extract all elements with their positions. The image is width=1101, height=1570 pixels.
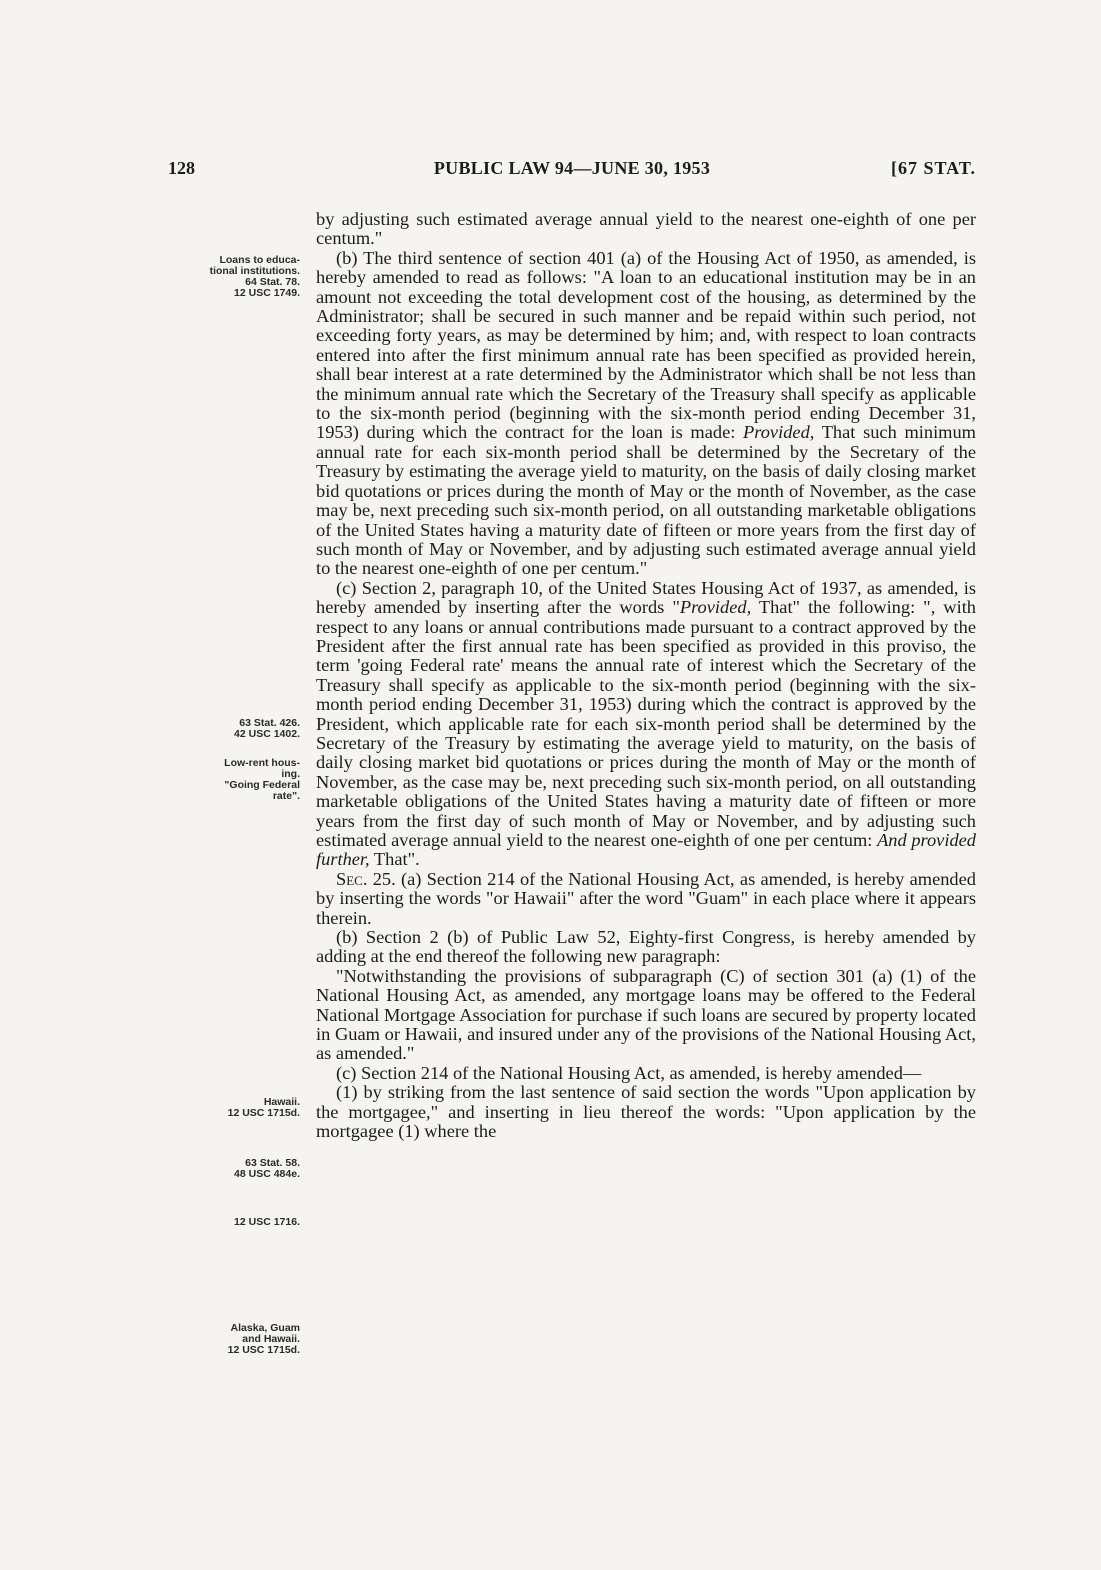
margin-note-line: 42 USC 1402. <box>234 728 300 740</box>
margin-note-63-stat-426 <box>160 718 300 740</box>
margin-note-line: ing. <box>281 768 300 780</box>
paragraph-sec-25 <box>316 870 976 928</box>
section-label: Sec. <box>336 868 368 889</box>
margin-note-63-stat-58 <box>160 1158 300 1180</box>
paragraph-text: 25. (a) Section 214 of the National Housing Act, as amended, is hereby amended by inserting the words "or Hawaii" after the word "Guam" in each place where it appears therein. <box>316 868 976 928</box>
paragraph-quoted-amendment: "Notwithstanding the provisions of subparagraph (C) of section 301 (a) (1) of the National Housing Act, as amended, any mortgage loans may be offered to the Federal National Mortgage Association for purchase if such loans are secured by property located in Guam or Hawaii, and insured under any of the provisions of the National Housing Act, as amended." <box>316 965 976 1064</box>
paragraph-text: (c) Section 2, paragraph 10, of the United States Housing Act of 1937, as amended, is hereby amended by inserting after the words " <box>316 577 976 618</box>
margin-note-line: tional institutions. <box>209 265 300 277</box>
paragraph-text: That". <box>373 849 420 870</box>
margin-note-alaska-guam-hawaii <box>160 1323 300 1356</box>
proviso-italic: Provided, <box>743 422 815 443</box>
paragraph-text: (b) The third sentence of section 401 (a) of the Housing Act of 1950, as amended, is hereby amended to read as follows: "A loan to an educational institution may be in an amount not exceeding the total development cost of the housing, as determined by the Administrator; shall be secured in such manner and be repaid within such period, not exceeding forty years, as may be determined by him; and, with respect to loan contracts entered into after the first minimum annual rate has been specified as provided herein, shall bear interest at a rate determined by the Administrator which shall be not less than the minimum annual rate which the Secretary of the Treasury shall specify as applicable to the six-month period (beginning with the six-month period ending December 31, 1953) during which the contract for the loan is made: <box>316 247 976 443</box>
margin-note-low-rent-housing <box>160 758 300 802</box>
paragraph-sec-25-b: (b) Section 2 (b) of Public Law 52, Eighty-first Congress, is hereby amended by adding at the end thereof the following new paragraph: <box>316 927 976 967</box>
margin-note-line: Low-rent hous- <box>224 757 300 769</box>
margin-note-line: and Hawaii. <box>242 1333 300 1345</box>
paragraph-sec-25-c: (c) Section 214 of the National Housing Act, as amended, is hereby amended— <box>336 1062 922 1083</box>
margin-note-line: 12 USC 1715d. <box>227 1107 300 1119</box>
paragraph-text: That" the following: ", with respect to any loans or annual contributions made pursuant to a contract approved by the President after the first annual rate has been specified as provided in this proviso, the term 'going Federal rate' means the annual rate of interest which the Secretary of the Treasury shall specify as applicable to the six-month period (beginning with the six-month period ending December 31, 1953) during which the contract is approved by the President, which applicable rate for each six-month period shall be determined by the Secretary of the Treasury by estimating the average yield to maturity, on the basis of daily closing market bid quotations or prices during the month of May or the month of November, as the case may be, next preceding such six-month period, on all outstanding marketable obligations of the United States having a maturity date of fifteen or more years from the first day of such month of May or November, and by adjusting such estimated average annual yield to the nearest one-eighth of one per centum: <box>316 597 976 850</box>
margin-note-line: "Going Federal <box>224 779 300 791</box>
margin-note-line: 12 USC 1749. <box>234 287 300 299</box>
paragraph-section-c <box>316 579 976 870</box>
margin-note-line: 63 Stat. 426. <box>239 717 300 729</box>
margin-note-line: rate". <box>272 790 300 802</box>
margin-note-line: Alaska, Guam <box>230 1322 300 1334</box>
volume-reference: [67 STAT. <box>890 158 976 178</box>
margin-note-line: 12 USC 1715d. <box>227 1344 300 1356</box>
margin-note-loans <box>160 255 300 299</box>
paragraph-item-1: (1) by striking from the last sentence of said section the words "Upon application by the mortgagee," and inserting in lieu thereof the words: "Upon application by the mortgagee (1) where the <box>316 1082 976 1142</box>
paragraph-text: That such minimum annual rate for each six-month period shall be determined by the Secretary of the Treasury by estimating the average yield to maturity, on the basis of daily closing market bid quotations or prices during the month of May or the month of November, as the case may be, next preceding such six-month period, on all outstanding marketable obligations of the United States having a maturity date of fifteen or more years from the first day of such month of May or November, and by adjusting such estimated average annual yield to the nearest one-eighth of one per centum." <box>316 422 976 579</box>
margin-note-line: 63 Stat. 58. <box>245 1157 300 1169</box>
margin-note-line: Hawaii. <box>263 1096 300 1108</box>
margin-note-line: 48 USC 484e. <box>234 1168 300 1180</box>
page-header <box>168 158 976 188</box>
margin-note-12-usc-1716 <box>160 1217 300 1228</box>
margin-note-hawaii <box>160 1097 300 1119</box>
page-number: 128 <box>168 158 195 178</box>
margin-note-line: Loans to educa- <box>219 254 300 266</box>
running-title: PUBLIC LAW 94—JUNE 30, 1953 <box>433 158 711 178</box>
paragraph-continuation: by adjusting such estimated average annual yield to the nearest one-eighth of one per centum." <box>316 209 976 249</box>
margin-note-line: 12 USC 1716. <box>234 1216 300 1228</box>
proviso-italic: Provided, <box>679 597 752 618</box>
margin-note-line: 64 Stat. 78. <box>245 276 300 288</box>
proviso-italic: And provided further, <box>316 830 977 870</box>
paragraph-section-b <box>316 249 976 579</box>
body-text <box>316 210 976 1142</box>
